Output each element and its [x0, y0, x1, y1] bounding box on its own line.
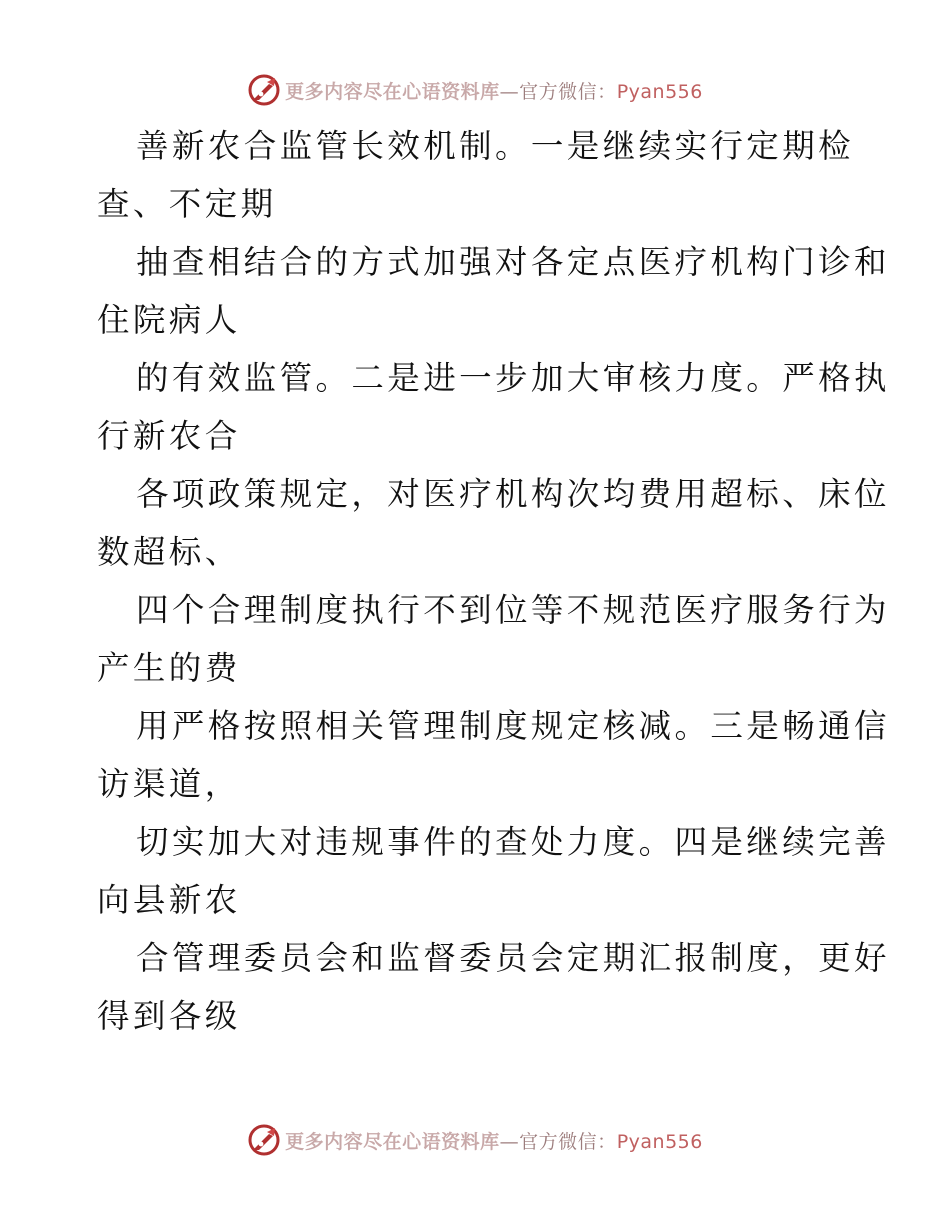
footer-text	[285, 1127, 703, 1154]
header-wechat-id: Pyan556	[616, 80, 703, 103]
body-line-7: 各项政策规定，对医疗机构次均费用超标、床位	[136, 475, 890, 513]
body-line-6: 行新农合	[97, 417, 241, 455]
body-line-1: 善新农合监管长效机制。一是继续实行定期检	[136, 127, 855, 165]
header-site-text: 更多内容尽在心语资料库	[285, 80, 500, 103]
body-line-5: 的有效监管。二是进一步加大审核力度。严格执	[136, 359, 890, 397]
pen-logo-icon	[247, 73, 281, 107]
body-line-11: 用严格按照相关管理制度规定核减。三是畅通信	[136, 707, 890, 745]
body-line-10: 产生的费	[97, 649, 241, 687]
body-line-16: 得到各级	[97, 997, 241, 1035]
body-line-3: 抽查相结合的方式加强对各定点医疗机构门诊和	[136, 243, 890, 281]
footer-wechat-id: Pyan556	[616, 1130, 703, 1153]
header-wechat-label: 官方微信	[519, 80, 598, 103]
footer-site-text: 更多内容尽在心语资料库	[285, 1130, 500, 1153]
pen-logo-icon	[247, 1123, 281, 1157]
header-colon: ：	[597, 80, 617, 103]
body-line-13: 切实加大对违规事件的查处力度。四是继续完善	[136, 823, 890, 861]
footer-dash: —	[499, 1130, 520, 1153]
header-dash: —	[499, 80, 520, 103]
body-line-12: 访渠道，	[97, 765, 241, 803]
body-line-8: 数超标、	[97, 533, 241, 571]
body-line-4: 住院病人	[97, 301, 241, 339]
footer-wechat-label: 官方微信	[519, 1130, 598, 1153]
footer-banner	[0, 1122, 950, 1158]
footer-colon: ：	[597, 1130, 617, 1153]
body-line-14: 向县新农	[97, 881, 241, 919]
header-text	[285, 77, 703, 104]
document-body	[97, 117, 890, 1045]
body-line-9: 四个合理制度执行不到位等不规范医疗服务行为	[136, 591, 890, 629]
body-line-15: 合管理委员会和监督委员会定期汇报制度，更好	[136, 939, 890, 977]
header-banner	[0, 72, 950, 108]
body-line-2: 查、不定期	[97, 185, 277, 223]
